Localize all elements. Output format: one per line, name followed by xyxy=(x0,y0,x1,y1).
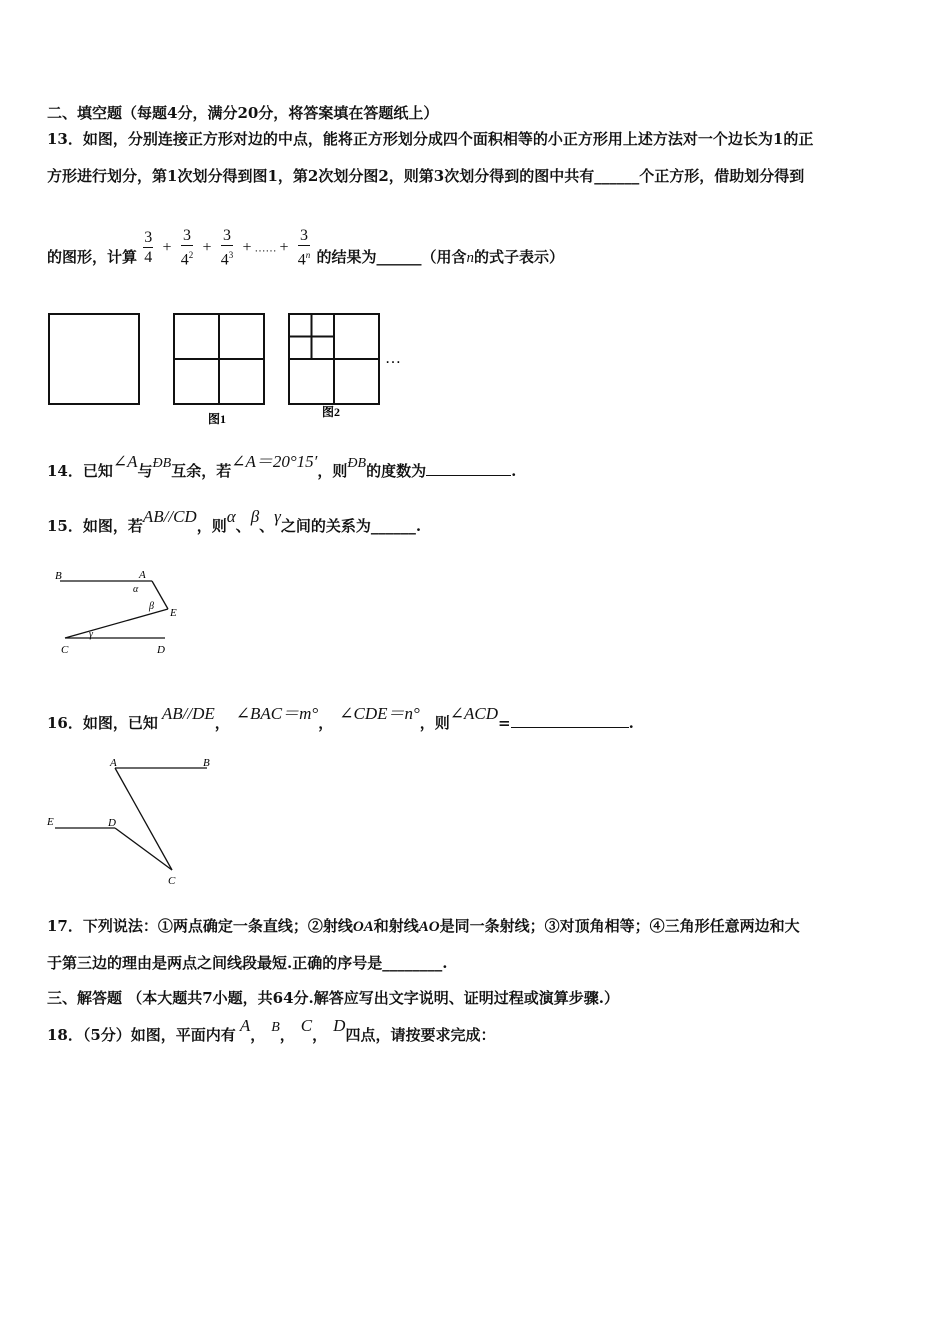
label-alpha: α xyxy=(133,584,139,595)
q14-line xyxy=(47,452,517,481)
q18-prefix: 18．（5分）如图，平面内有 xyxy=(47,1026,236,1044)
q18-point-b: B xyxy=(271,1020,280,1035)
q13-fraction-1 xyxy=(143,228,153,267)
q14-ask: 的度数为 xyxy=(366,462,427,480)
line-ac xyxy=(115,768,172,870)
den-exp: 2 xyxy=(188,250,194,260)
q17-line-1-c: 是同一条射线；③对顶角相等；④三角形任意两边和大 xyxy=(439,917,800,935)
frac-den: 4 xyxy=(144,249,153,267)
den-base: 4 xyxy=(297,251,306,269)
fig2-label: 图2 xyxy=(322,405,341,419)
frac-den xyxy=(221,246,234,269)
q16-then: ，则 xyxy=(419,714,450,732)
section-3-heading: 三、解答题 （本大题共7小题，共64分.解答应写出文字说明、证明过程或演算步骤.） xyxy=(47,989,619,1007)
den-exp: 3 xyxy=(228,250,234,260)
frac-num: 3 xyxy=(221,226,234,246)
q15-sep-1: 、 xyxy=(235,517,251,535)
q14-complement: 互余，若 xyxy=(171,462,232,480)
figure-square-0 xyxy=(49,314,139,404)
q13-line-1: 13．如图，分别连接正方形对边的中点，能将正方形划分成四个面积相等的小正方形用上述方法对一个边长为1的正 xyxy=(47,130,814,148)
q15-prefix: 15．如图，若 xyxy=(47,517,143,535)
q15-line xyxy=(47,507,422,536)
q16-cond-2: ∠BAC＝m° xyxy=(235,704,319,723)
q14-angle-a: ∠A xyxy=(112,452,138,471)
q15-sep-2: 、 xyxy=(259,517,275,535)
q16-comma-1: ， xyxy=(214,714,230,732)
label-d: D xyxy=(157,644,165,656)
q13-line-3-end: 的式子表示） xyxy=(474,247,565,266)
frac-den xyxy=(181,246,194,269)
label-b: B xyxy=(203,757,210,769)
q17-ray-ao: AO xyxy=(418,919,440,935)
q16-eq: = xyxy=(498,714,511,732)
q16-end: . xyxy=(628,714,634,732)
q16-answer-blank[interactable] xyxy=(511,715,629,728)
var-n: n xyxy=(466,249,475,266)
q17-line-1 xyxy=(47,915,800,936)
q15-alpha: α xyxy=(226,507,236,526)
ellipsis: … xyxy=(385,350,401,367)
q14-angle-b2: ÐB xyxy=(347,456,367,471)
q13-line-3-prefix: 的图形，计算 xyxy=(47,247,138,266)
plus-sign: + xyxy=(202,238,212,256)
q16-cond-3: ∠CDE＝n° xyxy=(339,704,420,723)
den-base: 4 xyxy=(220,251,229,269)
q14-end: . xyxy=(511,462,517,480)
q16-prefix: 16．如图，已知 xyxy=(47,714,158,732)
fig1-label: 图1 xyxy=(208,412,227,426)
q15-ask: 之间的关系为______. xyxy=(280,517,422,535)
q15-beta: β xyxy=(250,507,260,526)
figure-2 xyxy=(289,314,379,404)
q14-then: ，则 xyxy=(317,462,348,480)
q13-fraction-3 xyxy=(221,226,234,269)
label-a: A xyxy=(139,569,146,581)
label-d: D xyxy=(108,817,116,829)
q13-figures xyxy=(40,305,420,430)
line-dc xyxy=(115,828,172,870)
frac-num: 3 xyxy=(298,226,311,246)
den-base: 4 xyxy=(180,251,189,269)
q18-line xyxy=(47,1016,496,1045)
q18-point-c: C xyxy=(300,1016,313,1035)
figure-1 xyxy=(174,314,264,404)
q18-point-d: D xyxy=(333,1016,346,1035)
section-2-heading: 二、填空题（每题4分，满分20分，将答案填在答题纸上） xyxy=(47,104,439,122)
label-a: A xyxy=(110,757,117,769)
q17-line-1-b: 和射线 xyxy=(373,917,419,935)
q17-ray-oa: OA xyxy=(352,919,374,935)
q18-comma: ， xyxy=(279,1026,295,1044)
q18-point-a: A xyxy=(239,1016,251,1035)
label-e: E xyxy=(47,816,54,828)
q16-cond-1: AB//DE xyxy=(161,704,215,723)
label-beta: β xyxy=(149,601,154,612)
q13-line-3-suffix: 的结果为______（用含 xyxy=(316,247,467,266)
frac-num: 3 xyxy=(181,226,194,246)
plus-sign: + xyxy=(279,238,289,256)
label-b: B xyxy=(55,570,62,582)
q13-fraction-n xyxy=(298,226,311,269)
label-c: C xyxy=(168,875,176,887)
plus-sign: + xyxy=(242,238,252,256)
q17-line-1-a: 17．下列说法：①两点确定一条直线；②射线 xyxy=(47,917,353,935)
q15-gamma: γ xyxy=(274,507,281,526)
frac-num: 3 xyxy=(144,229,153,247)
dots: …… xyxy=(254,242,277,255)
den-exp: n xyxy=(305,250,311,260)
q16-comma-2: ， xyxy=(318,714,334,732)
label-c: C xyxy=(61,644,69,656)
q14-with: 与 xyxy=(137,462,153,480)
q16-line xyxy=(47,704,634,733)
q16-ask: ∠ACD xyxy=(449,704,499,723)
q13-fraction-2 xyxy=(181,226,194,269)
label-e: E xyxy=(170,607,177,619)
plus-sign: + xyxy=(162,238,172,256)
frac-den xyxy=(298,246,311,269)
q14-answer-blank[interactable] xyxy=(426,463,511,476)
q16-figure xyxy=(45,752,225,892)
line-ae xyxy=(152,581,168,609)
line-ec xyxy=(65,609,168,638)
q15-figure xyxy=(45,563,195,658)
q14-angle-b: ÐB xyxy=(152,456,172,471)
q13-line-2: 方形进行划分，第1次划分得到图1，第2次划分图2，则第3次划分得到的图中共有______个正方形，借助划分得到 xyxy=(47,167,805,185)
q18-comma: ， xyxy=(250,1026,266,1044)
q17-line-2: 于第三边的理由是两点之间线段最短.正确的序号是________. xyxy=(47,954,448,972)
q15-then: ，则 xyxy=(196,517,227,535)
q18-comma: ， xyxy=(312,1026,328,1044)
q14-condition: ∠A＝20°15′ xyxy=(231,452,318,471)
label-gamma: γ xyxy=(89,629,93,640)
q13-line-3 xyxy=(47,226,564,269)
q15-condition: AB//CD xyxy=(142,507,197,526)
q18-suffix: 四点，请按要求完成： xyxy=(345,1026,496,1044)
q14-prefix: 14．已知 xyxy=(47,462,113,480)
